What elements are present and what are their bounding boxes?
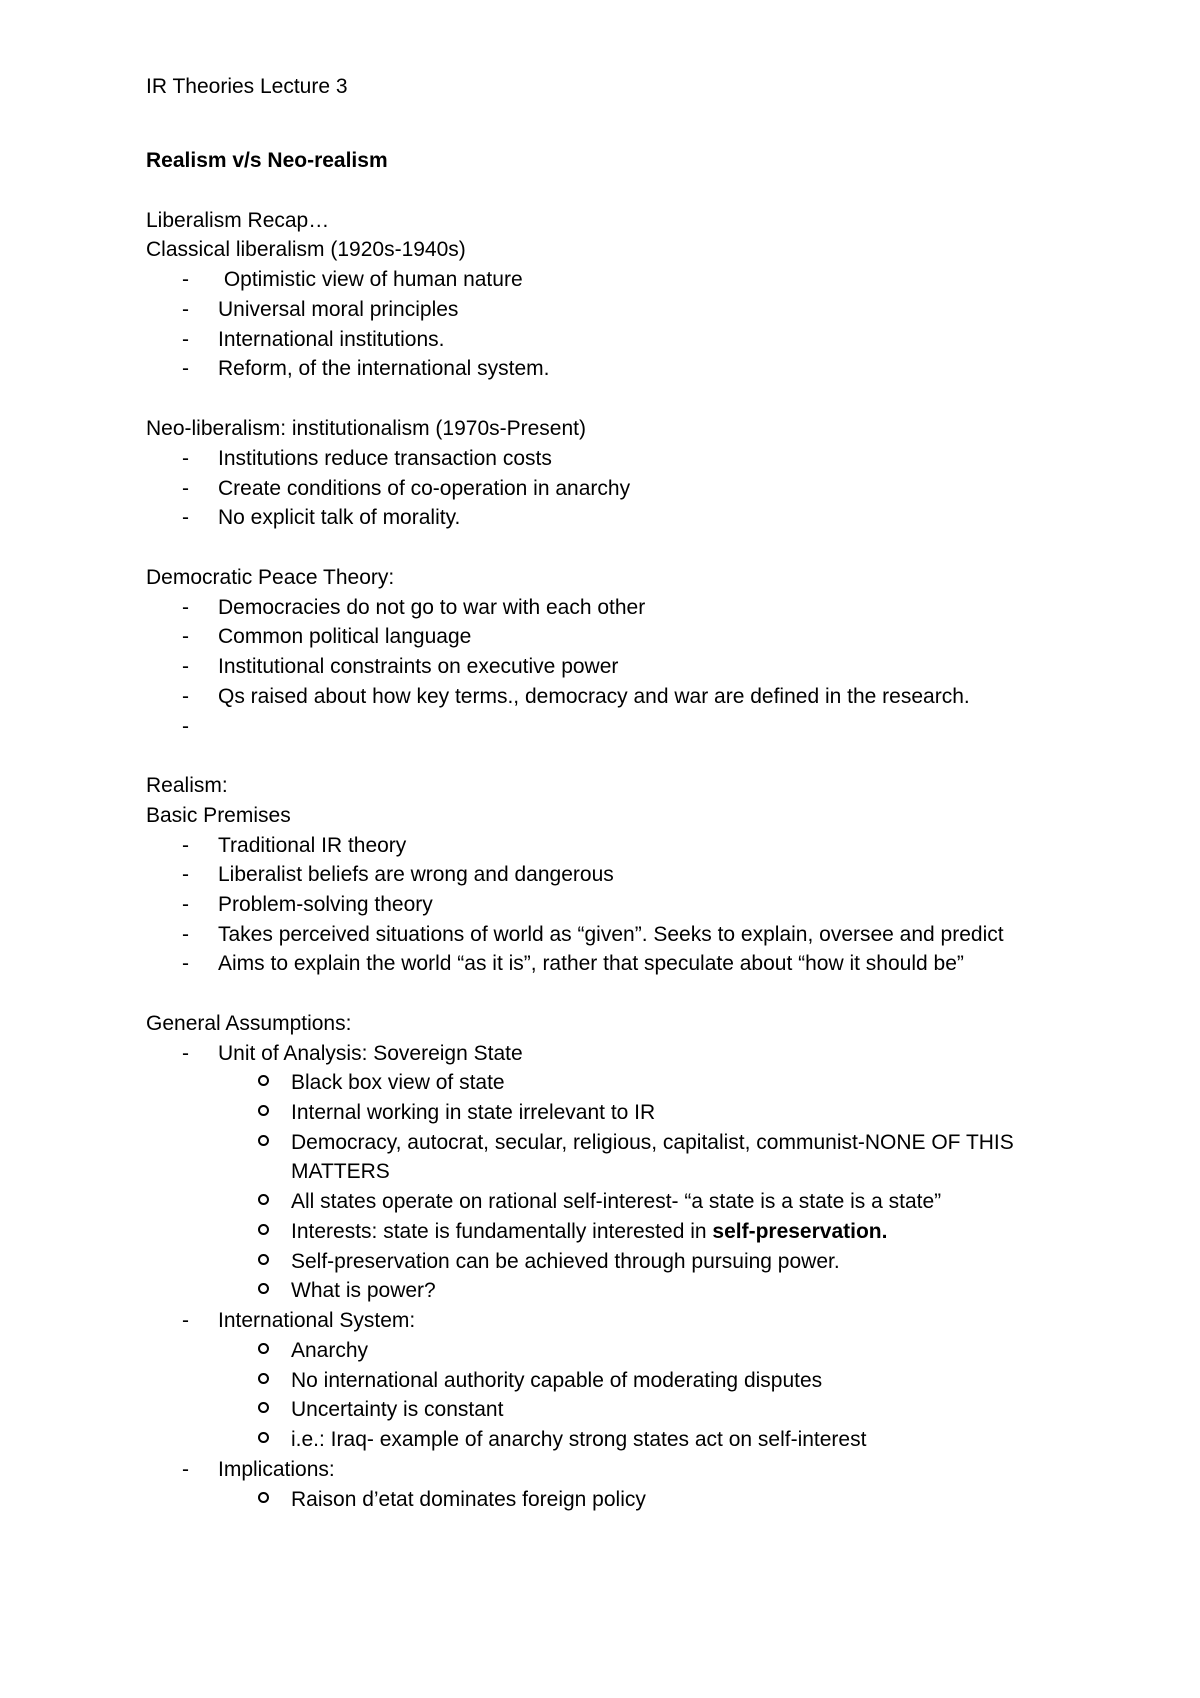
list-item: Qs raised about how key terms., democracy and war are defined in the research. <box>218 685 970 708</box>
dash-bullet: - <box>182 1042 189 1065</box>
circle-bullet-icon <box>258 1224 269 1235</box>
sub-list-item: i.e.: Iraq- example of anarchy strong states act on self-interest <box>291 1428 867 1451</box>
dash-bullet: - <box>182 1309 189 1332</box>
list-item: Create conditions of co-operation in anarchy <box>218 477 631 500</box>
liberalism-recap-heading: Liberalism Recap… <box>146 209 330 232</box>
list-item: Common political language <box>218 625 472 648</box>
circle-bullet-icon <box>258 1343 269 1354</box>
section-heading: Realism v/s Neo-realism <box>146 149 388 172</box>
list-item: Liberalist beliefs are wrong and dangerous <box>218 863 614 886</box>
circle-bullet-icon <box>258 1105 269 1116</box>
dash-bullet: - <box>182 625 189 648</box>
dash-bullet: - <box>182 1458 189 1481</box>
circle-bullet-icon <box>258 1492 269 1503</box>
sub-list-item: Internal working in state irrelevant to IR <box>291 1101 656 1124</box>
sub-list-item-continuation: MATTERS <box>291 1160 390 1183</box>
list-item: Democracies do not go to war with each other <box>218 596 646 619</box>
sub-list-item: Black box view of state <box>291 1071 505 1094</box>
circle-bullet-icon <box>258 1432 269 1443</box>
dash-bullet: - <box>182 834 189 857</box>
implications-item: Implications: <box>218 1458 335 1481</box>
circle-bullet-icon <box>258 1135 269 1146</box>
document-title: IR Theories Lecture 3 <box>146 75 348 98</box>
interests-text: Interests: state is fundamentally interested in <box>291 1220 713 1243</box>
list-item: Traditional IR theory <box>218 834 407 857</box>
circle-bullet-icon <box>258 1254 269 1265</box>
circle-bullet-icon <box>258 1194 269 1205</box>
list-item: Problem-solving theory <box>218 893 433 916</box>
unit-of-analysis-item: Unit of Analysis: Sovereign State <box>218 1042 523 1065</box>
neoliberalism-heading: Neo-liberalism: institutionalism (1970s-Present) <box>146 417 586 440</box>
dash-bullet: - <box>182 447 189 470</box>
sub-list-item: All states operate on rational self-interest- “a state is a state is a state” <box>291 1190 942 1213</box>
list-item: Optimistic view of human nature <box>218 268 523 291</box>
sub-list-item: Democracy, autocrat, secular, religious, capitalist, communist-NONE OF THIS <box>291 1131 1014 1154</box>
list-item: No explicit talk of morality. <box>218 506 461 529</box>
sub-list-item: Raison d’etat dominates foreign policy <box>291 1488 646 1511</box>
sub-list-item: What is power? <box>291 1279 436 1302</box>
realism-heading: Realism: <box>146 774 228 797</box>
dash-bullet: - <box>182 328 189 351</box>
dash-bullet: - <box>182 952 189 975</box>
list-item: Aims to explain the world “as it is”, rather that speculate about “how it should be” <box>218 952 964 975</box>
list-item: Reform, of the international system. <box>218 357 550 380</box>
international-system-item: International System: <box>218 1309 416 1332</box>
dash-bullet: - <box>182 863 189 886</box>
sub-list-item: Self-preservation can be achieved through pursuing power. <box>291 1250 840 1273</box>
circle-bullet-icon <box>258 1283 269 1294</box>
sub-list-item <box>291 1217 887 1247</box>
list-item: Takes perceived situations of world as “given”. Seeks to explain, oversee and predict <box>218 923 1004 946</box>
dash-bullet: - <box>182 893 189 916</box>
basic-premises-heading: Basic Premises <box>146 804 291 827</box>
list-item: Universal moral principles <box>218 298 459 321</box>
sub-list-item: No international authority capable of moderating disputes <box>291 1369 823 1392</box>
list-item: Institutions reduce transaction costs <box>218 447 552 470</box>
list-item: Institutional constraints on executive power <box>218 655 619 678</box>
self-preservation-emphasis: self-preservation. <box>712 1220 888 1243</box>
classical-liberalism-heading: Classical liberalism (1920s-1940s) <box>146 238 466 261</box>
dash-bullet: - <box>182 923 189 946</box>
circle-bullet-icon <box>258 1075 269 1086</box>
sub-list-item: Anarchy <box>291 1339 369 1362</box>
dash-bullet: - <box>182 655 189 678</box>
circle-bullet-icon <box>258 1402 269 1413</box>
general-assumptions-heading: General Assumptions: <box>146 1012 352 1035</box>
dash-bullet: - <box>182 477 189 500</box>
sub-list-item: Uncertainty is constant <box>291 1398 504 1421</box>
dash-bullet: - <box>182 685 189 708</box>
democratic-peace-heading: Democratic Peace Theory: <box>146 566 395 589</box>
list-item: International institutions. <box>218 328 445 351</box>
circle-bullet-icon <box>258 1373 269 1384</box>
dash-bullet: - <box>182 357 189 380</box>
dash-bullet: - <box>182 268 189 291</box>
dash-bullet: - <box>182 715 189 738</box>
dash-bullet: - <box>182 298 189 321</box>
dash-bullet: - <box>182 596 189 619</box>
dash-bullet: - <box>182 506 189 529</box>
